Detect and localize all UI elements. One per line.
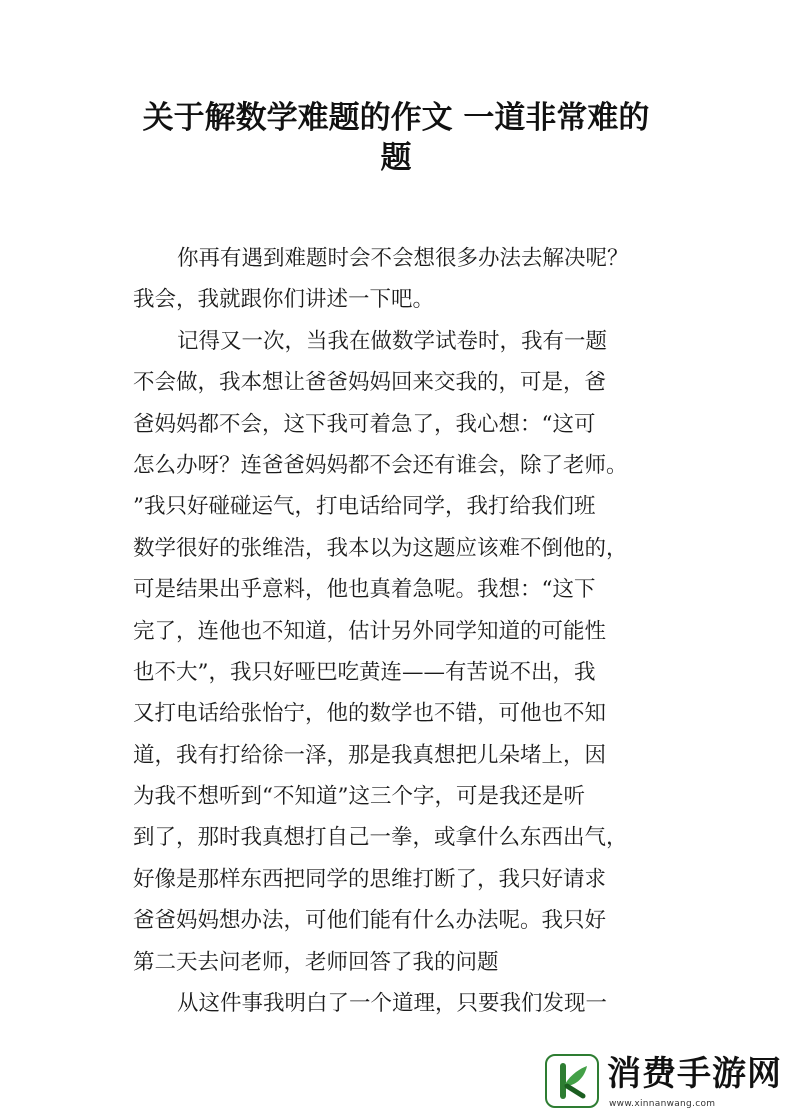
title-line-2: 题 <box>380 140 412 176</box>
text-line: 又打电话给张怡宁，他的数学也不错，可他也不知 <box>133 701 607 727</box>
text-line: 到了，那时我真想打自己一拳，或拿什么东西出气， <box>133 825 628 851</box>
text-line: 爸爸妈妈想办法，可他们能有什么办法呢。我只好 <box>133 908 607 934</box>
k-leaf-logo-icon <box>545 1054 599 1108</box>
text-line: 第二天去问老师，老师回答了我的问题 <box>133 949 499 975</box>
site-name: 消费手游网 <box>607 1054 782 1094</box>
site-url: www.xinnanwang.com <box>609 1099 716 1109</box>
text-line: 不会做，我本想让爸爸妈妈回来交我的，可是，爸 <box>133 370 607 396</box>
text-line: 完了，连他也不知道，估计另外同学知道的可能性 <box>133 618 607 644</box>
document-title <box>118 98 674 178</box>
text-line: 可是结果出乎意料，他也真着急呢。我想：“这下 <box>133 577 596 603</box>
text-line: 为我不想听到“不知道”这三个字，可是我还是听 <box>133 784 585 810</box>
text-line: 道，我有打给徐一泽，那是我真想把儿朵堵上，因 <box>133 742 607 768</box>
text-line: 数学很好的张维浩，我本以为这题应该难不倒他的， <box>133 535 628 561</box>
text-line: 我会，我就跟你们讲述一下吧。 <box>133 287 435 313</box>
text-line: 你再有遇到难题时会不会想很多办法去解决呢？ <box>177 246 629 271</box>
text-line: 怎么办呀？连爸爸妈妈都不会还有谁会，除了老师。 <box>133 452 628 478</box>
text-line: 从这件事我明白了一个道理，只要我们发现一 <box>177 991 608 1017</box>
site-watermark-logo <box>545 1052 785 1114</box>
text-line: 好像是那样东西把同学的思维打断了，我只好请求 <box>133 866 607 892</box>
text-line: ”我只好碰碰运气，打电话给同学，我打给我们班 <box>133 494 596 520</box>
text-line: 也不大”，我只好哑巴吃黄连——有苦说不出，我 <box>133 659 596 685</box>
title-line-1: 关于解数学难题的作文 一道非常难的 <box>142 100 650 136</box>
text-line: 记得又一次，当我在做数学试卷时，我有一题 <box>177 328 608 354</box>
essay-body <box>133 238 663 1024</box>
text-line: 爸妈妈都不会，这下我可着急了，我心想：“这可 <box>133 411 596 437</box>
